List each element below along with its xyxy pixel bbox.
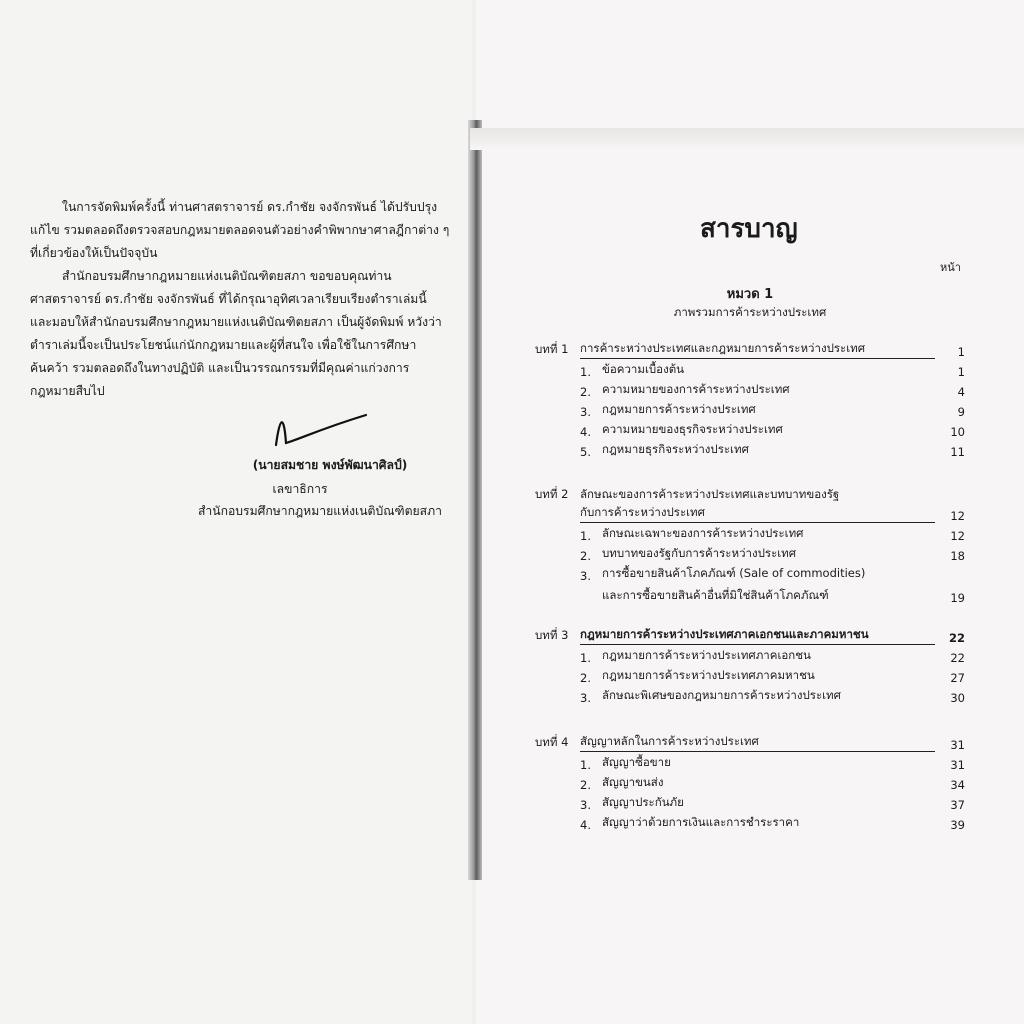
item-page: 39 <box>950 818 965 832</box>
chapter-number: บทที่ 4 <box>535 735 569 749</box>
item-text: สัญญาขนส่ง <box>602 775 664 789</box>
item-number: 1. <box>580 365 591 379</box>
item-text: บทบาทของรัฐกับการค้าระหว่างประเทศ <box>602 546 797 560</box>
item-text: กฎหมายการค้าระหว่างประเทศ <box>602 402 756 416</box>
toc-item[interactable] <box>535 563 965 583</box>
item-text: ลักษณะเฉพาะของการค้าระหว่างประเทศ <box>602 526 804 540</box>
item-text: กฎหมายการค้าระหว่างประเทศภาคเอกชน <box>602 648 811 662</box>
item-text: สัญญาประกันภัย <box>602 795 684 809</box>
toc-chapter-1[interactable] <box>535 340 965 459</box>
item-page: 11 <box>950 445 965 459</box>
page-column-label: หน้า <box>940 261 961 274</box>
chapter-title: ลักษณะของการค้าระหว่างประเทศและบทบาทของรัฐ <box>580 487 840 501</box>
item-number: 2. <box>580 671 591 685</box>
item-number: 2. <box>580 778 591 792</box>
chapter-title: การค้าระหว่างประเทศและกฎหมายการค้าระหว่างประเทศ <box>580 340 935 359</box>
chapter-page: 31 <box>950 738 965 752</box>
item-text: ความหมายของธุรกิจระหว่างประเทศ <box>602 422 783 436</box>
chapter-title: สัญญาหลักในการค้าระหว่างประเทศ <box>580 733 935 752</box>
item-page: 10 <box>950 425 965 439</box>
item-page: 31 <box>950 758 965 772</box>
toc-item[interactable] <box>535 812 965 832</box>
item-page: 30 <box>950 691 965 705</box>
chapter-heading[interactable] <box>535 340 965 359</box>
toc-item[interactable] <box>535 439 965 459</box>
chapter-page: 1 <box>957 345 965 359</box>
item-text: กฎหมายการค้าระหว่างประเทศภาคมหาชน <box>602 668 815 682</box>
item-number: 3. <box>580 691 591 705</box>
toc-chapter-4[interactable] <box>535 733 965 832</box>
chapter-page: 12 <box>950 509 965 523</box>
item-page: 27 <box>950 671 965 685</box>
preface-paragraph-2: สำนักอบรมศึกษากฎหมายแห่งเนติบัณฑิตยสภา ขอขอบคุณท่านศาสตราจารย์ ดร.กำชัย จงจักรพันธ์ ที่ได้กรุณาอุทิศเวลาเรียบเรียงตำราเล่มนี้ และมอบให้สำนักอบรมศึกษากฎหมายแห่งเนติบัณฑิตยสภา เป็นผู้จัดพิมพ์ หวังว่าตำราเล่มนี้จะเป็นประโยชน์แก่นักกฎหมายและผู้ที่สนใจ เพื่อใช้ในการศึกษา ค้นคว้า รวมตลอดถึงในทางปฏิบัติ และเป็นวรรณกรรมที่มีคุณค่าแก่วงการกฎหมายสืบไป <box>30 269 442 398</box>
item-number: 4. <box>580 818 591 832</box>
toc-title: สารบาญ <box>700 214 798 244</box>
toc-item[interactable] <box>535 772 965 792</box>
item-text: กฎหมายธุรกิจระหว่างประเทศ <box>602 442 749 456</box>
item-text: สัญญาว่าด้วยการเงินและการชำระราคา <box>602 815 800 829</box>
toc-item[interactable] <box>535 419 965 439</box>
chapter-number: บทที่ 3 <box>535 628 569 642</box>
item-number: 3. <box>580 405 591 419</box>
item-number: 3. <box>580 569 591 583</box>
preface-paragraph-1: ในการจัดพิมพ์ครั้งนี้ ท่านศาสตราจารย์ ดร.กำชัย จงจักรพันธ์ ได้ปรับปรุงแก้ไข รวมตลอดถึงตรวจสอบกฎหมายตลอดจนตัวอย่างคำพิพากษาศาลฎีกาต่าง ๆ ที่เกี่ยวข้องให้เป็นปัจจุบัน <box>30 200 450 260</box>
chapter-number: บทที่ 2 <box>535 487 569 501</box>
item-number: 3. <box>580 798 591 812</box>
signer-title: เลขาธิการ <box>272 482 328 496</box>
item-page: 34 <box>950 778 965 792</box>
item-number: 2. <box>580 549 591 563</box>
chapter-title-line2: กับการค้าระหว่างประเทศ <box>580 504 935 523</box>
toc-item-continued[interactable] <box>535 583 965 605</box>
toc-item[interactable] <box>535 685 965 705</box>
item-text: ความหมายของการค้าระหว่างประเทศ <box>602 382 790 396</box>
chapter-page: 22 <box>948 631 965 645</box>
item-page: 19 <box>950 591 965 605</box>
chapter-heading-continued[interactable] <box>535 504 965 523</box>
toc-item[interactable] <box>535 645 965 665</box>
item-page: 4 <box>957 385 965 399</box>
signer-name: (นายสมชาย พงษ์พัฒนาศิลป์) <box>252 458 408 472</box>
item-number: 1. <box>580 529 591 543</box>
item-text: ลักษณะพิเศษของกฎหมายการค้าระหว่างประเทศ <box>602 688 841 702</box>
chapter-heading[interactable] <box>535 733 965 752</box>
item-page: 37 <box>950 798 965 812</box>
item-text: สัญญาซื้อขาย <box>602 755 671 769</box>
toc-item[interactable] <box>535 792 965 812</box>
item-text: และการซื้อขายสินค้าอื่นที่มิใช่สินค้าโภคภัณฑ์ <box>602 588 829 602</box>
item-page: 18 <box>950 549 965 563</box>
part-subtitle: ภาพรวมการค้าระหว่างประเทศ <box>673 305 827 319</box>
item-text: ข้อความเบื้องต้น <box>602 362 685 376</box>
item-number: 5. <box>580 445 591 459</box>
toc-chapter-3[interactable] <box>535 626 965 705</box>
item-number: 1. <box>580 651 591 665</box>
item-page: 22 <box>950 651 965 665</box>
toc-item[interactable] <box>535 665 965 685</box>
signer-org: สำนักอบรมศึกษากฎหมายแห่งเนติบัณฑิตยสภา <box>197 504 443 518</box>
toc-item[interactable] <box>535 379 965 399</box>
left-page <box>0 0 472 1024</box>
signature-icon <box>270 395 380 455</box>
chapter-heading[interactable] <box>535 485 965 504</box>
chapter-title: กฎหมายการค้าระหว่างประเทศภาคเอกชนและภาคมหาชน <box>580 626 935 645</box>
item-page: 12 <box>950 529 965 543</box>
item-page: 1 <box>957 365 965 379</box>
item-page: 9 <box>957 405 965 419</box>
toc-item[interactable] <box>535 523 965 543</box>
chapter-heading[interactable] <box>535 626 965 645</box>
item-number: 2. <box>580 385 591 399</box>
toc-item[interactable] <box>535 399 965 419</box>
item-number: 1. <box>580 758 591 772</box>
part-title: หมวด 1 <box>726 287 774 302</box>
toc-chapter-2[interactable] <box>535 485 965 605</box>
item-number: 4. <box>580 425 591 439</box>
toc-item[interactable] <box>535 543 965 563</box>
item-text: การซื้อขายสินค้าโภคภัณฑ์ (Sale of commodities) <box>602 566 866 580</box>
toc-item[interactable] <box>535 359 965 379</box>
toc-item[interactable] <box>535 752 965 772</box>
chapter-number: บทที่ 1 <box>535 342 569 356</box>
